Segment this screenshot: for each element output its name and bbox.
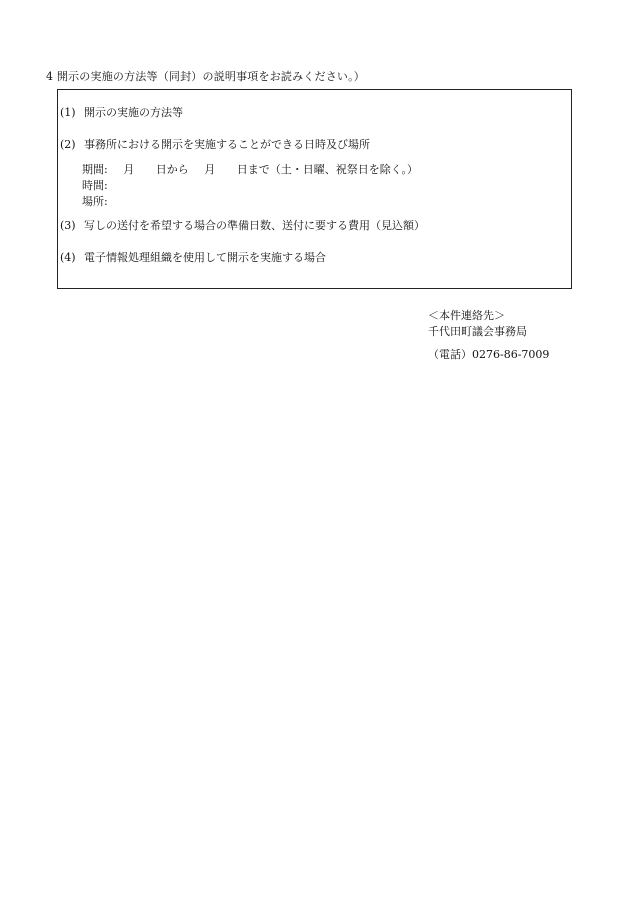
item-number: (3) [60,219,76,232]
period-month-1: 月 [123,163,135,176]
contact-title: ＜本件連絡先＞ [428,309,505,322]
item-3 [60,217,425,233]
period-month-2: 月 [204,163,216,176]
period-label: 期間: [82,163,108,176]
item-text: 電子情報処理組織を使用して開示を実施する場合 [84,251,326,264]
item-number: (1) [60,106,76,119]
contact-phone: （電話）0276-86-7009 [428,348,550,361]
period-line [82,161,418,177]
item-text: 事務所における開示を実施することができる日時及び場所 [84,138,370,151]
item-text: 開示の実施の方法等 [84,106,183,119]
period-until: 日まで（土・日曜、祝祭日を除く。） [236,163,418,176]
item-number: (2) [60,138,76,151]
item-1 [60,104,183,120]
contact-office: 千代田町議会事務局 [428,325,527,338]
time-label: 時間: [82,179,108,192]
explanation-box [57,89,572,289]
item-2 [60,136,370,152]
place-label: 場所: [82,195,108,208]
item-text: 写しの送付を希望する場合の準備日数、送付に要する費用（見込額） [84,219,425,232]
item-4 [60,249,326,265]
section-heading: 4 開示の実施の方法等（同封）の説明事項をお読みください。） [46,70,365,83]
item-number: (4) [60,251,76,264]
period-from: 日から [155,163,189,176]
